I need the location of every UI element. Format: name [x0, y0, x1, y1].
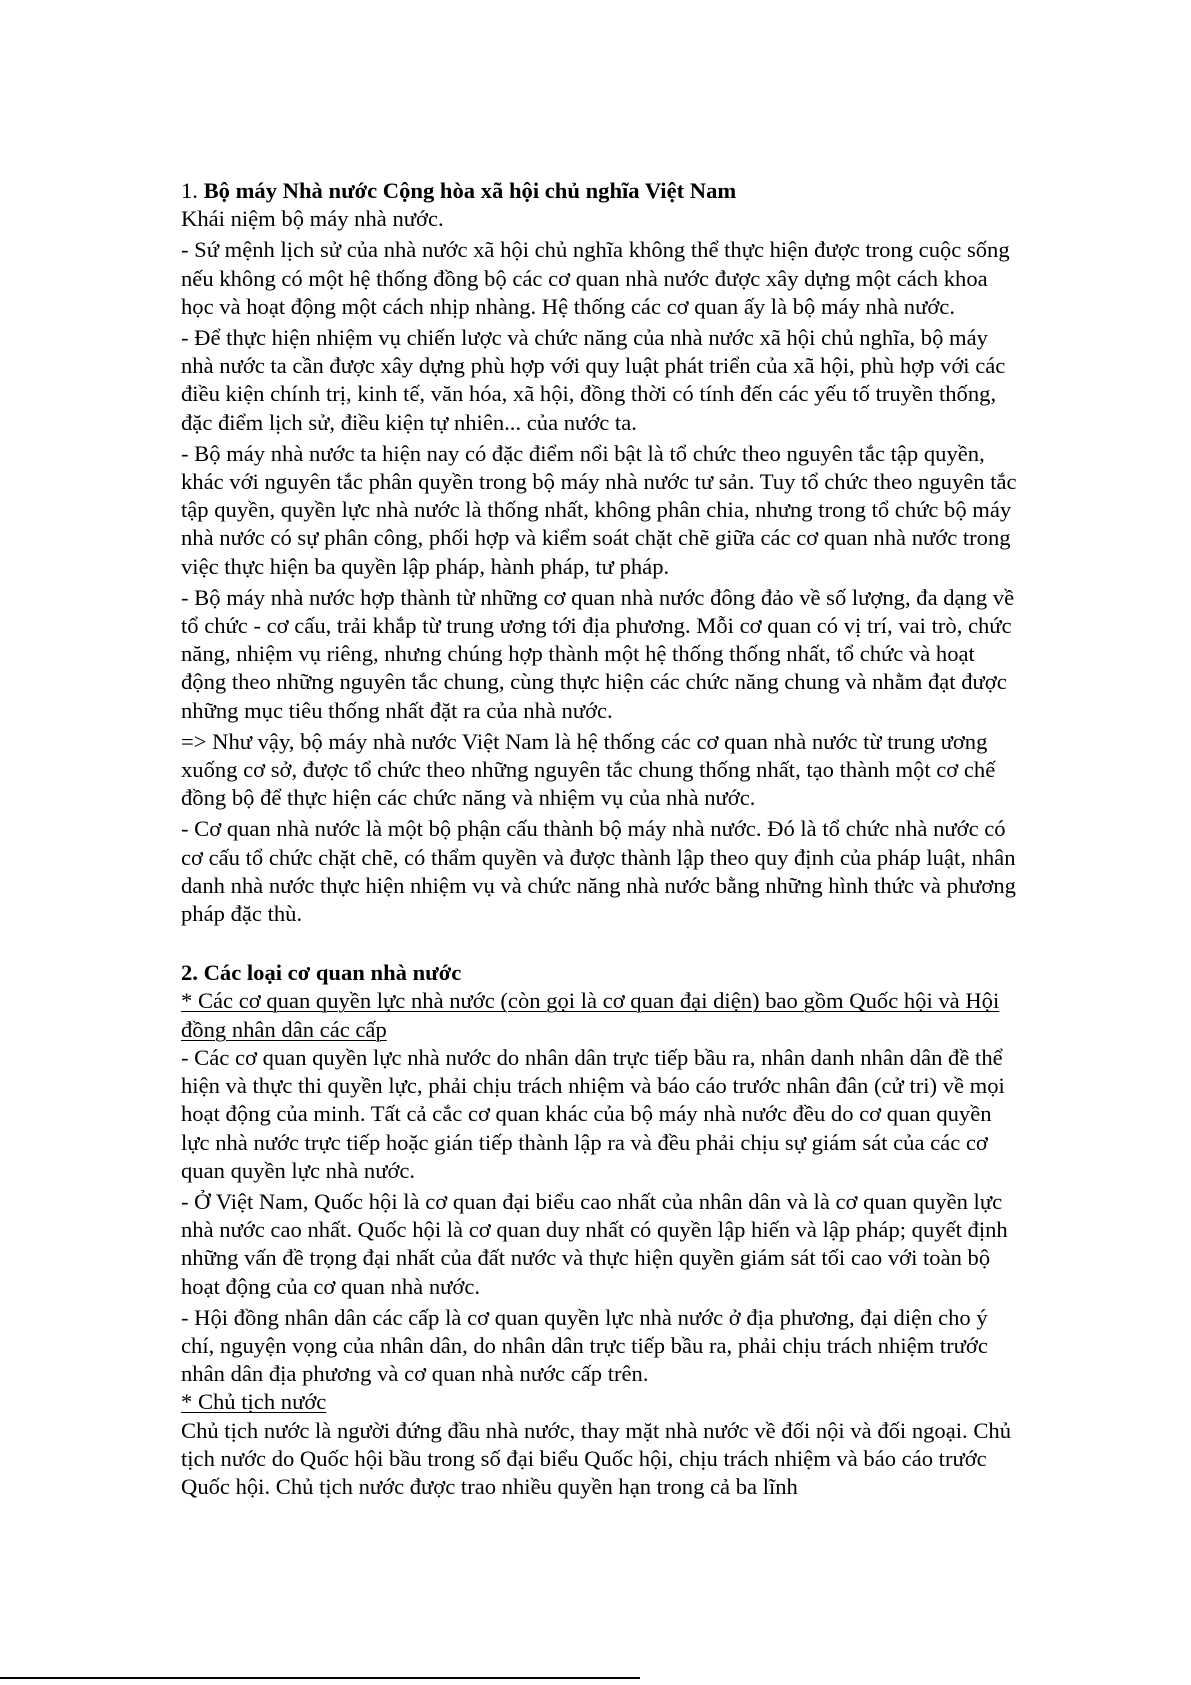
section-spacer — [181, 928, 1021, 959]
section-2-heading: 2. Các loại cơ quan nhà nước — [181, 960, 462, 986]
paragraph: - Các cơ quan quyền lực nhà nước do nhân dân trực tiếp bầu ra, nhân danh nhân dân đề thể hiện và thực thi quyền lực, phải chịu trách nhiệm và báo cáo trước nhân đân (cử tri) về mọi hoạt động của minh. Tất cả cắc cơ quan khác của bộ máy nhà nước đều do cơ quan quyền lực nhà nước trực tiếp hoặc gián tiếp thành lập ra và đều phải chịu sự giám sát của các cơ quan quyền lực nhà nước. — [181, 1044, 1005, 1183]
paragraph: - Sứ mệnh lịch sử của nhà nước xã hội chủ nghĩa không thể thực hiện được trong cuộc sống nếu không có một hệ thống đồng bộ các cơ quan nhà nước được xây dựng một cách khoa học và hoạt động một cách nhịp nhàng. Hệ thống các cơ quan ấy là bộ máy nhà nước. — [181, 237, 1010, 319]
paragraph: - Hội đồng nhân dân các cấp là cơ quan quyền lực nhà nước ở địa phương, đại diện cho ý chí, nguyện vọng của nhân dân, do nhân dân trực tiếp bầu ra, phải chịu trách nhiệm trước nhân dân địa phương và cơ quan nhà nước cấp trên. — [181, 1304, 988, 1387]
section-1-number: 1. — [181, 178, 204, 203]
paragraph: - Bộ máy nhà nước hợp thành từ những cơ quan nhà nước đông đảo về số lượng, đa dạng về tổ chức - cơ cấu, trải khắp từ trung ương tới địa phương. Mỗi cơ quan có vị trí, vai trò, chức năng, nhiệm vụ riêng, nhưng chúng hợp thành một hệ thống thống nhất, tổ chức và hoạt động theo những nguyên tắc chung, cùng thực hiện các chức năng chung và nhằm đạt được những mục tiêu thống nhất đặt ra của nhà nước. — [181, 584, 1015, 723]
paragraph: - Cơ quan nhà nước là một bộ phận cấu thành bộ máy nhà nước. Đó là tổ chức nhà nước có cơ cấu tổ chức chặt chẽ, có thẩm quyền và được thành lập theo quy định của pháp luật, nhân danh nhà nước thực hiện nhiệm vụ và chức năng nhà nước bằng những hình thức và phương pháp đặc thù. — [181, 816, 1016, 927]
section-1-subtitle: Khái niệm bộ máy nhà nước. — [181, 206, 444, 232]
section-1-heading — [181, 177, 1021, 205]
subsection-heading-president: * Chủ tịch nước — [181, 1389, 327, 1415]
footer-rule — [0, 1677, 640, 1679]
section-1-title: Bộ máy Nhà nước Cộng hòa xã hội chủ nghĩa Việt Nam — [203, 178, 737, 203]
paragraph: - Bộ máy nhà nước ta hiện nay có đặc điểm nổi bật là tổ chức theo nguyên tắc tập quyền, khác với nguyên tắc phân quyền trong bộ máy nhà nước tư sản. Tuy tổ chức theo nguyên tắc tập quyền, quyền lực nhà nước là thống nhất, không phân chia, nhưng trong tổ chức bộ máy nhà nước có sự phân công, phối hợp và kiểm soát chặt chẽ giữa các cơ quan nhà nước trong việc thực hiện ba quyền lập pháp, hành pháp, tư pháp. — [181, 440, 1017, 579]
paragraph: - Ở Việt Nam, Quốc hội là cơ quan đại biểu cao nhất của nhân dân và là cơ quan quyền lực nhà nước cao nhất. Quốc hội là cơ quan duy nhất có quyền lập hiến và lập pháp; quyết định những vấn đề trọng đại nhất của đất nước và thực hiện quyền giám sát tối cao với toàn bộ hoạt động của cơ quan nhà nước. — [181, 1188, 1008, 1299]
subsection-heading-power-organs: * Các cơ quan quyền lực nhà nước (còn gọi là cơ quan đại diện) bao gồm Quốc hội và Hội đồng nhân dân các cấp — [181, 988, 1000, 1042]
paragraph: => Như vậy, bộ máy nhà nước Việt Nam là hệ thống các cơ quan nhà nước từ trung ương xuống cơ sở, được tổ chức theo những nguyên tắc chung thống nhất, tạo thành một cơ chế đồng bộ để thực hiện các chức năng và nhiệm vụ của nhà nước. — [181, 728, 996, 811]
paragraph: Chủ tịch nước là người đứng đầu nhà nước, thay mặt nhà nước về đối nội và đối ngoại. Chủ tịch nước do Quốc hội bầu trong số đại biểu Quốc hội, chịu trách nhiệm và báo cáo trước Quốc hội. Chủ tịch nước được trao nhiều quyền hạn trong cả ba lĩnh — [181, 1417, 1011, 1499]
paragraph: - Để thực hiện nhiệm vụ chiến lược và chức năng của nhà nước xã hội chủ nghĩa, bộ máy nhà nước ta cần được xây dựng phù hợp với quy luật phát triển của xã hội, phù hợp với các điều kiện chính trị, kinh tế, văn hóa, xã hội, đồng thời có tính đến các yếu tố truyền thống, đặc điểm lịch sử, điều kiện tự nhiên... của nước ta. — [181, 325, 1006, 435]
document-page — [181, 177, 1021, 1501]
